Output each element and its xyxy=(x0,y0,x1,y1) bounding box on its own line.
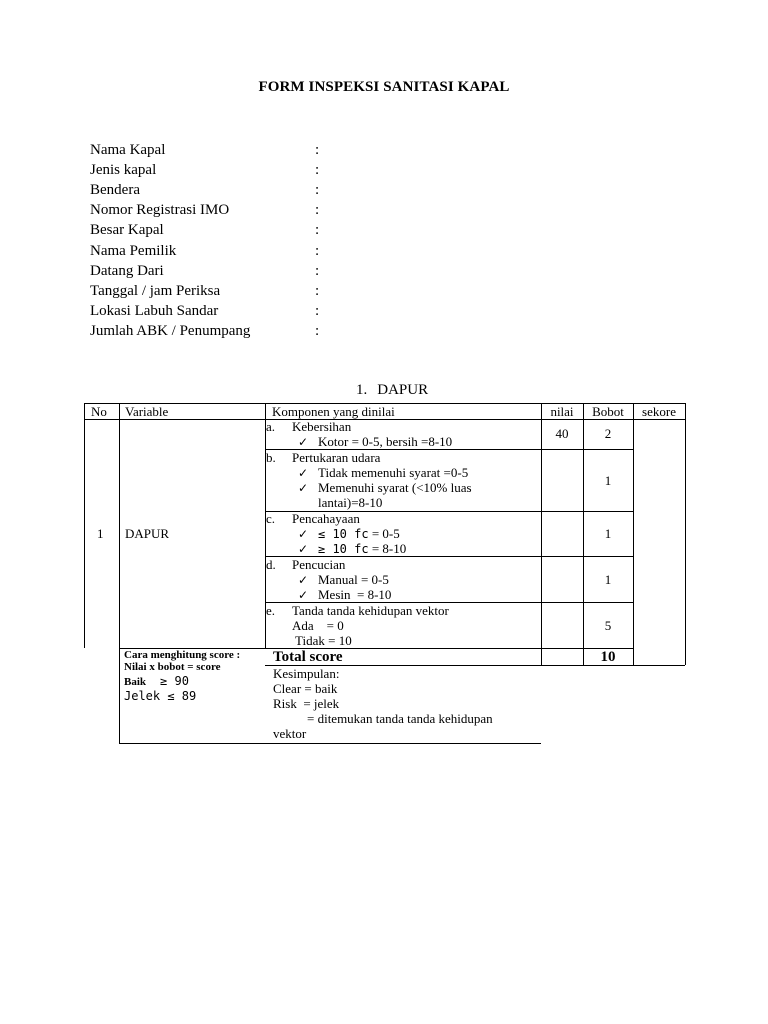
field-colon: : xyxy=(315,263,320,279)
conclusion-line: Clear = baik xyxy=(273,681,338,696)
field-colon: : xyxy=(315,142,320,158)
scoring-jelek: Jelek ≤ 89 xyxy=(124,689,197,703)
item-name: Pencahayaan xyxy=(292,511,360,526)
checkmark-icon: ✓ xyxy=(298,588,309,602)
header-variable: Variable xyxy=(125,404,169,419)
item-line: Tidak = 10 xyxy=(292,633,352,648)
check-item xyxy=(298,526,400,542)
check-text: = 0-5 xyxy=(368,526,400,541)
col-border xyxy=(633,403,634,665)
item-name: Pencucian xyxy=(292,557,346,572)
item-line: Ada = 0 xyxy=(292,618,344,633)
header-divider xyxy=(84,419,685,420)
section-title: DAPUR xyxy=(377,382,429,398)
check-text: Tidak memenuhi syarat =0-5 xyxy=(318,465,469,480)
field-label-besar-kapal: Besar Kapal xyxy=(90,222,164,238)
field-colon: : xyxy=(315,162,320,178)
item-bobot: 1 xyxy=(604,473,612,488)
checkmark-icon: ✓ xyxy=(298,466,309,480)
field-colon: : xyxy=(315,202,320,218)
item-letter: d. xyxy=(266,557,276,572)
checkmark-icon: ✓ xyxy=(298,527,309,541)
item-name: Pertukaran udara xyxy=(292,450,381,465)
check-item xyxy=(298,587,391,603)
checkmark-icon: ✓ xyxy=(298,573,309,587)
baik-label: Baik xyxy=(124,676,147,688)
total-score-label: Total score xyxy=(273,649,343,665)
header-nilai: nilai xyxy=(550,404,574,419)
col-border xyxy=(541,403,542,665)
baik-value: ≥ 90 xyxy=(160,674,189,688)
scoring-formula: Nilai x bobot = score xyxy=(124,661,221,673)
scoring-title: Cara menghitung score : xyxy=(124,649,241,661)
header-no: No xyxy=(91,404,107,419)
conclusion-title: Kesimpulan: xyxy=(273,666,340,681)
check-item xyxy=(298,572,389,588)
check-item xyxy=(298,541,406,557)
checkmark-icon: ✓ xyxy=(298,542,309,556)
field-colon: : xyxy=(315,182,320,198)
check-text: = 8-10 xyxy=(368,541,407,556)
row-variable: DAPUR xyxy=(125,526,170,541)
col-border xyxy=(119,403,120,743)
field-label-jumlah-abk: Jumlah ABK / Penumpang xyxy=(90,323,251,339)
field-label-nama-pemilik: Nama Pemilik xyxy=(90,243,177,259)
field-label-bendera: Bendera xyxy=(90,182,140,198)
col-border-right xyxy=(685,403,686,665)
check-item xyxy=(298,480,472,496)
item-bobot: 1 xyxy=(604,572,612,587)
item-bobot: 2 xyxy=(604,426,612,441)
conclusion-line: = ditemukan tanda tanda kehidupan xyxy=(307,711,493,726)
field-colon: : xyxy=(315,323,320,339)
col-border-left xyxy=(84,403,85,648)
field-label-nama-kapal: Nama Kapal xyxy=(90,142,166,158)
item-bobot: 1 xyxy=(604,526,612,541)
item-bobot: 5 xyxy=(604,618,612,633)
scoring-baik xyxy=(124,673,189,689)
header-bobot: Bobot xyxy=(592,404,624,419)
item-letter: a. xyxy=(266,419,276,434)
header-komponen: Komponen yang dinilai xyxy=(272,404,395,419)
check-text: Manual = 0-5 xyxy=(318,572,389,587)
check-text: Memenuhi syarat (<10% luas xyxy=(318,480,472,495)
check-symbol: ≥ 10 fc xyxy=(318,542,369,556)
field-label-tanggal: Tanggal / jam Periksa xyxy=(90,283,221,299)
checkmark-icon: ✓ xyxy=(298,435,309,449)
check-text-continued: lantai)=8-10 xyxy=(318,495,383,510)
table-border-bottom xyxy=(119,743,541,744)
form-title: FORM INSPEKSI SANITASI KAPAL xyxy=(258,79,510,95)
conclusion-line: vektor xyxy=(273,726,307,741)
field-label-datang-dari: Datang Dari xyxy=(90,263,164,279)
check-item xyxy=(298,434,452,450)
field-colon: : xyxy=(315,222,320,238)
item-name: Tanda tanda kehidupan vektor xyxy=(292,603,449,618)
check-item xyxy=(298,465,468,481)
section-heading xyxy=(356,382,428,399)
item-letter: b. xyxy=(266,450,276,465)
check-text: Kotor = 0-5, bersih =8-10 xyxy=(318,434,453,449)
item-nilai: 40 xyxy=(555,426,569,441)
check-text: Mesin = 8-10 xyxy=(318,587,392,602)
field-colon: : xyxy=(315,303,320,319)
item-name: Kebersihan xyxy=(292,419,352,434)
checkmark-icon: ✓ xyxy=(298,481,309,495)
row-number: 1 xyxy=(97,526,104,541)
total-bobot: 10 xyxy=(600,649,616,665)
item-letter: c. xyxy=(266,511,276,526)
check-symbol: ≤ 10 fc xyxy=(318,527,369,541)
field-label-imo: Nomor Registrasi IMO xyxy=(90,202,230,218)
field-label-lokasi: Lokasi Labuh Sandar xyxy=(90,303,219,319)
header-sekore: sekore xyxy=(642,404,676,419)
item-letter: e. xyxy=(266,603,276,618)
field-label-jenis-kapal: Jenis kapal xyxy=(90,162,157,178)
field-colon: : xyxy=(315,283,320,299)
section-number: 1. xyxy=(356,382,368,398)
conclusion-line: Risk = jelek xyxy=(273,696,340,711)
field-colon: : xyxy=(315,243,320,259)
